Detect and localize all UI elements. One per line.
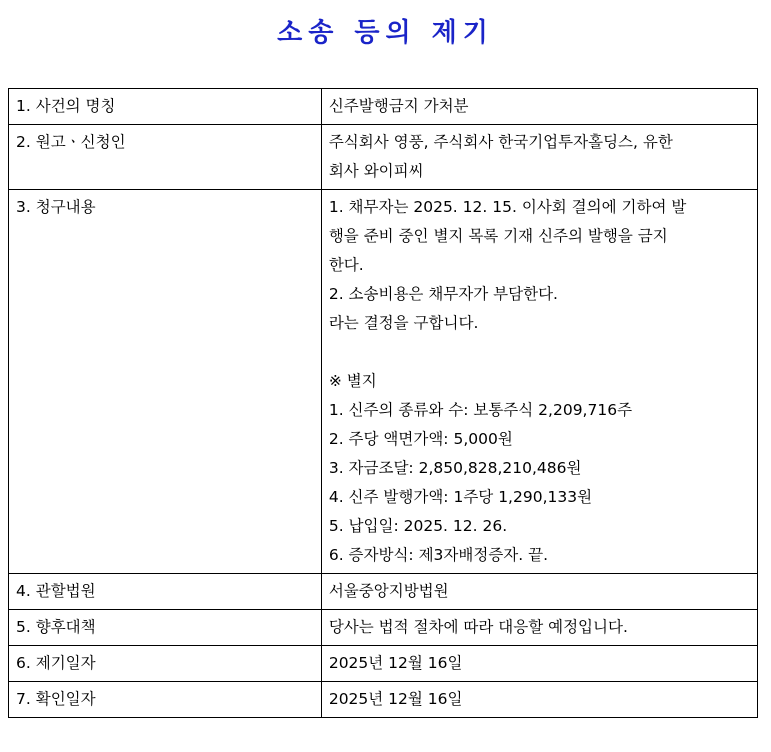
value-line: 2. 주당 액면가액: 5,000원 bbox=[328, 430, 513, 448]
value-line: 신주발행금지 가처분 bbox=[328, 97, 469, 115]
value-line: 1. 채무자는 2025. 12. 15. 이사회 결의에 기하여 발 bbox=[328, 198, 687, 216]
row-label: 4. 관할법원 bbox=[9, 574, 322, 610]
table-row bbox=[9, 89, 758, 125]
value-line: 4. 신주 발행가액: 1주당 1,290,133원 bbox=[328, 488, 593, 506]
value-line: 2025년 12월 16일 bbox=[328, 690, 463, 708]
page-title: 소송 등의 제기 bbox=[277, 18, 494, 48]
table-row bbox=[9, 646, 758, 682]
value-line: 행을 준비 중인 별지 목록 기재 신주의 발행을 금지 bbox=[328, 227, 668, 245]
value-line: 2025년 12월 16일 bbox=[328, 654, 463, 672]
value-line: 1. 신주의 종류와 수: 보통주식 2,209,716주 bbox=[328, 401, 633, 419]
row-label: 3. 청구내용 bbox=[9, 190, 322, 574]
blank-line bbox=[329, 338, 750, 367]
value-line: 회사 와이피씨 bbox=[328, 162, 424, 180]
value-line: 5. 납입일: 2025. 12. 26. bbox=[328, 517, 508, 535]
table-row bbox=[9, 125, 758, 190]
value-line: 서울중앙지방법원 bbox=[328, 582, 449, 600]
row-value bbox=[321, 610, 757, 646]
value-line: 6. 증자방식: 제3자배정증자. 끝. bbox=[328, 546, 549, 564]
disclosure-table bbox=[8, 88, 758, 718]
row-value bbox=[321, 682, 757, 718]
row-label: 5. 향후대책 bbox=[9, 610, 322, 646]
table-row bbox=[9, 682, 758, 718]
table-row bbox=[9, 190, 758, 574]
row-label: 7. 확인일자 bbox=[9, 682, 322, 718]
row-label: 2. 원고ㆍ신청인 bbox=[9, 125, 322, 190]
table-row bbox=[9, 610, 758, 646]
value-line: 라는 결정을 구합니다. bbox=[328, 314, 479, 332]
value-line: 주식회사 영풍, 주식회사 한국기업투자홀딩스, 유한 bbox=[328, 133, 673, 151]
row-value bbox=[321, 125, 757, 190]
value-line: 당사는 법적 절차에 따라 대응할 예정입니다. bbox=[328, 618, 628, 636]
value-line: 3. 자금조달: 2,850,828,210,486원 bbox=[328, 459, 582, 477]
value-line: ※ 별지 bbox=[328, 372, 377, 390]
row-value bbox=[321, 646, 757, 682]
row-label: 1. 사건의 명칭 bbox=[9, 89, 322, 125]
row-value bbox=[321, 190, 757, 574]
value-line: 2. 소송비용은 채무자가 부담한다. bbox=[328, 285, 558, 303]
row-value bbox=[321, 89, 757, 125]
table-row bbox=[9, 574, 758, 610]
row-label: 6. 제기일자 bbox=[9, 646, 322, 682]
value-line: 한다. bbox=[328, 256, 364, 274]
row-value bbox=[321, 574, 757, 610]
